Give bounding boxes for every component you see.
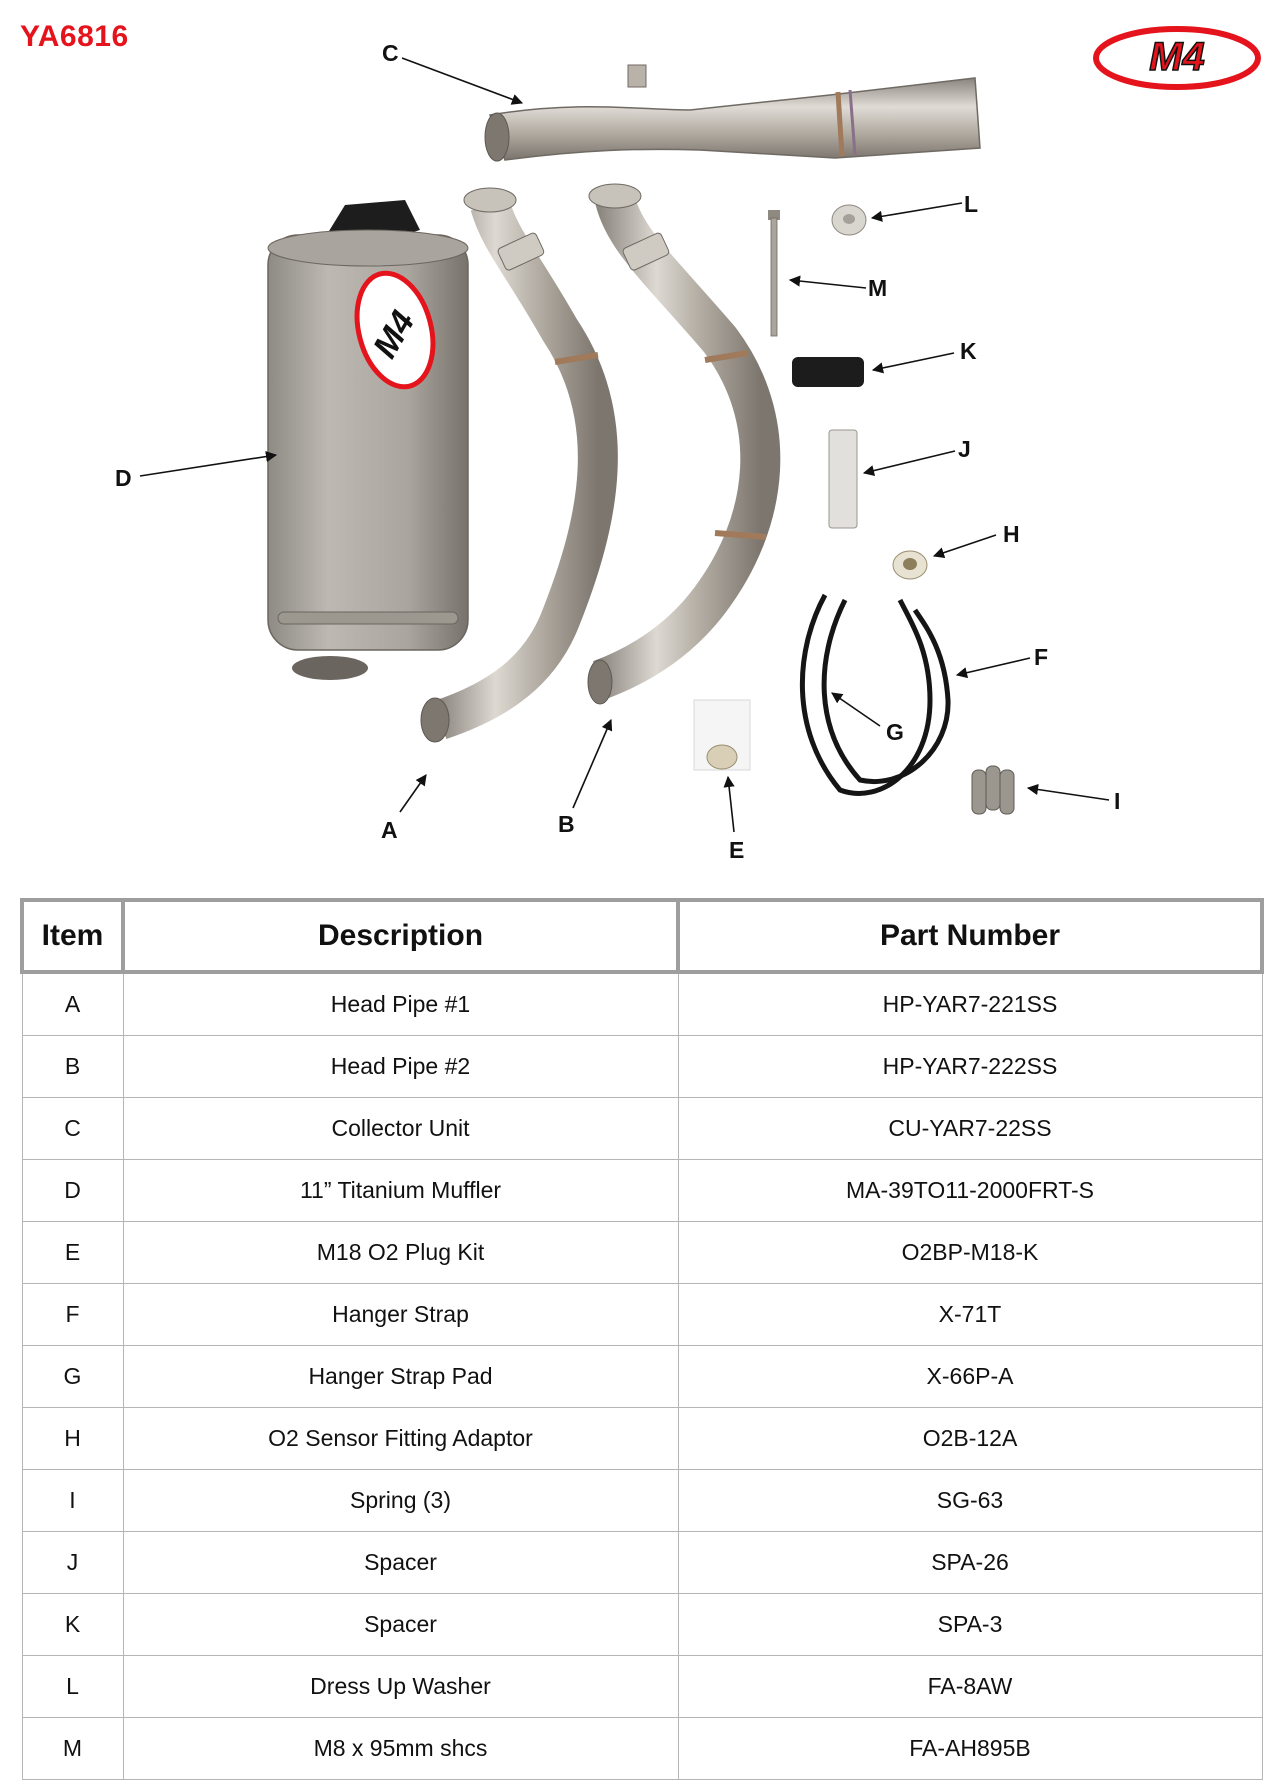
description-cell: M8 x 95mm shcs bbox=[123, 1718, 678, 1780]
description-cell: Head Pipe #2 bbox=[123, 1036, 678, 1098]
description-cell: O2 Sensor Fitting Adaptor bbox=[123, 1408, 678, 1470]
callout-a: A bbox=[381, 817, 398, 843]
o2-plug-illustration bbox=[707, 745, 737, 769]
muffler-illustration bbox=[268, 200, 468, 680]
parts-diagram bbox=[0, 0, 1280, 880]
table-row bbox=[22, 1470, 1262, 1532]
svg-text:M4: M4 bbox=[365, 304, 423, 365]
table-row bbox=[22, 1408, 1262, 1470]
silver-spacer-illustration bbox=[829, 430, 857, 528]
description-cell: 11” Titanium Muffler bbox=[123, 1160, 678, 1222]
table-row bbox=[22, 1656, 1262, 1718]
part-number-cell: FA-AH895B bbox=[678, 1718, 1262, 1780]
callout-f: F bbox=[1034, 644, 1049, 670]
description-cell: Collector Unit bbox=[123, 1098, 678, 1160]
description-cell: Head Pipe #1 bbox=[123, 972, 678, 1036]
part-number-cell: FA-8AW bbox=[678, 1656, 1262, 1718]
part-number-cell: MA-39TO11-2000FRT-S bbox=[678, 1160, 1262, 1222]
table-row bbox=[22, 1718, 1262, 1780]
table-row bbox=[22, 1594, 1262, 1656]
callout-d: D bbox=[115, 465, 132, 491]
description-cell: Hanger Strap Pad bbox=[123, 1346, 678, 1408]
description-cell: Hanger Strap bbox=[123, 1284, 678, 1346]
header-item: Item bbox=[22, 900, 123, 972]
item-cell: A bbox=[22, 972, 123, 1036]
hanger-strap-illustration bbox=[802, 595, 948, 793]
item-cell: D bbox=[22, 1160, 123, 1222]
description-cell: Spacer bbox=[123, 1532, 678, 1594]
part-code: YA6816 bbox=[20, 20, 129, 53]
part-number-cell: SG-63 bbox=[678, 1470, 1262, 1532]
part-number-cell: SPA-3 bbox=[678, 1594, 1262, 1656]
header-part-number: Part Number bbox=[678, 900, 1262, 972]
table-row bbox=[22, 1098, 1262, 1160]
logo-text: M4 bbox=[1149, 35, 1205, 79]
black-spacer-illustration bbox=[792, 357, 864, 387]
callout-k: K bbox=[960, 338, 977, 364]
collector-unit-illustration bbox=[485, 65, 980, 161]
part-number-cell: X-66P-A bbox=[678, 1346, 1262, 1408]
head-pipe-2-illustration bbox=[600, 200, 760, 680]
callout-e: E bbox=[729, 837, 745, 863]
item-cell: K bbox=[22, 1594, 123, 1656]
part-number-cell: O2B-12A bbox=[678, 1408, 1262, 1470]
callout-c: C bbox=[382, 40, 399, 66]
item-cell: F bbox=[22, 1284, 123, 1346]
description-cell: M18 O2 Plug Kit bbox=[123, 1222, 678, 1284]
callout-i: I bbox=[1114, 788, 1121, 814]
part-number-cell: HP-YAR7-222SS bbox=[678, 1036, 1262, 1098]
callout-l: L bbox=[964, 191, 979, 217]
callout-m: M bbox=[868, 275, 888, 301]
table-row bbox=[22, 1532, 1262, 1594]
table-row bbox=[22, 1222, 1262, 1284]
callout-h: H bbox=[1003, 521, 1020, 547]
item-cell: H bbox=[22, 1408, 123, 1470]
part-number-cell: HP-YAR7-221SS bbox=[678, 972, 1262, 1036]
part-number-cell: SPA-26 bbox=[678, 1532, 1262, 1594]
table-row bbox=[22, 1284, 1262, 1346]
item-cell: G bbox=[22, 1346, 123, 1408]
part-number-cell: X-71T bbox=[678, 1284, 1262, 1346]
parts-table bbox=[20, 898, 1264, 1780]
table-row bbox=[22, 1036, 1262, 1098]
callout-g: G bbox=[886, 719, 904, 745]
description-cell: Dress Up Washer bbox=[123, 1656, 678, 1718]
table-row bbox=[22, 972, 1262, 1036]
item-cell: E bbox=[22, 1222, 123, 1284]
item-cell: I bbox=[22, 1470, 123, 1532]
part-number-cell: O2BP-M18-K bbox=[678, 1222, 1262, 1284]
item-cell: J bbox=[22, 1532, 123, 1594]
callout-j: J bbox=[958, 436, 971, 462]
bolt-illustration bbox=[768, 210, 780, 336]
item-cell: C bbox=[22, 1098, 123, 1160]
item-cell: L bbox=[22, 1656, 123, 1718]
table-row bbox=[22, 1346, 1262, 1408]
callout-b: B bbox=[558, 811, 575, 837]
item-cell: M bbox=[22, 1718, 123, 1780]
description-cell: Spacer bbox=[123, 1594, 678, 1656]
header-description: Description bbox=[123, 900, 678, 972]
item-cell: B bbox=[22, 1036, 123, 1098]
table-header-row bbox=[22, 900, 1262, 972]
springs-illustration bbox=[972, 766, 1014, 814]
table-row bbox=[22, 1160, 1262, 1222]
part-number-cell: CU-YAR7-22SS bbox=[678, 1098, 1262, 1160]
description-cell: Spring (3) bbox=[123, 1470, 678, 1532]
